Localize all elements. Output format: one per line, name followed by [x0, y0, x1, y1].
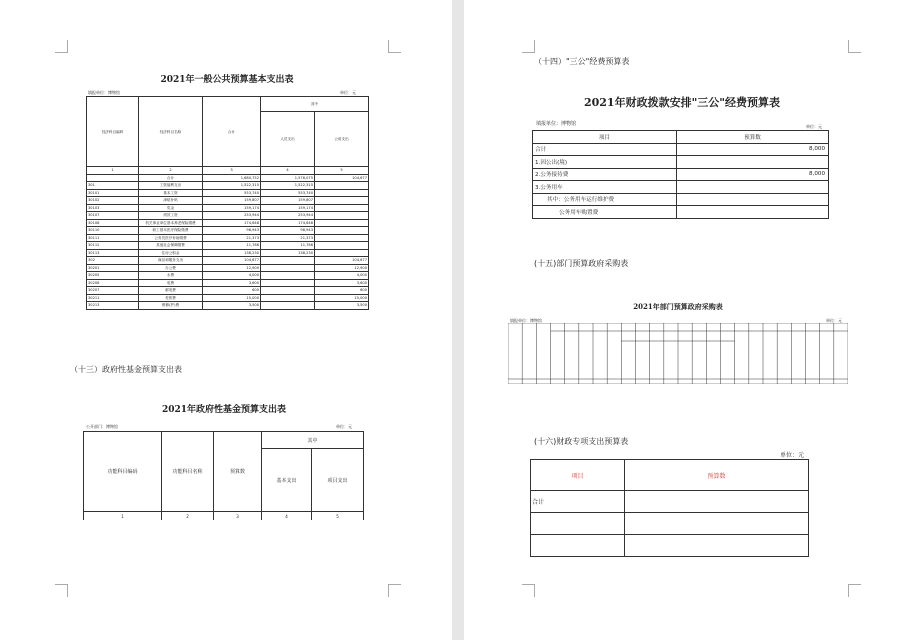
table-cell-total: 174,648: [203, 219, 261, 227]
table-row: [87, 249, 369, 257]
table-cell-p: [261, 287, 315, 295]
table-cell-code: 30110: [87, 227, 139, 235]
table-cell-value: [677, 206, 829, 219]
table-row: [87, 212, 369, 220]
table-row: [87, 197, 369, 205]
table-cell-name: 其他社会保障缴费: [139, 242, 203, 250]
table-cell-total: 600: [203, 287, 261, 295]
table-cell-total: 138,230: [203, 249, 261, 257]
table-cell-code: 30111: [87, 234, 139, 242]
table-cell-name: 职工基本医疗保险缴费: [139, 227, 203, 235]
table-cell-value: 8,000: [677, 168, 829, 181]
table-cell-value: [625, 513, 809, 535]
table-cell-p: 159,174: [261, 204, 315, 212]
index-cell: 1: [84, 512, 162, 521]
table-cell-name: 基本工资: [139, 189, 203, 197]
crop-mark: [388, 40, 401, 53]
table-cell-total: 3,600: [203, 279, 261, 287]
table-row: [87, 234, 369, 242]
crop-mark: [55, 40, 68, 53]
table-cell-name: 绩效工资: [139, 212, 203, 220]
table-cell-code: 30207: [87, 287, 139, 295]
col-header-name: 功能科目名称: [162, 432, 214, 512]
crop-mark: [388, 584, 401, 597]
table-cell-g: 15,000: [315, 294, 369, 302]
index-cell: 5: [315, 167, 369, 175]
table-cell-p: 174,648: [261, 219, 315, 227]
table1-unit-right: 单位：元: [340, 90, 356, 95]
table-cell-p: 253,944: [261, 212, 315, 220]
table2-unit-left: 公开部门：博物馆: [86, 424, 118, 429]
col-header-name: 经济科目名称: [139, 97, 203, 167]
index-cell: 2: [162, 512, 214, 521]
table-row: [87, 189, 369, 197]
document-page-right: [464, 0, 918, 640]
table-row: [87, 204, 369, 212]
table-cell-code: 30112: [87, 242, 139, 250]
index-cell: 3: [214, 512, 262, 521]
section-13-heading: （十三）政府性基金预算支出表: [70, 365, 182, 374]
table-cell-name: 公务员医疗补助缴费: [139, 234, 203, 242]
table-row: [87, 272, 369, 280]
crop-mark: [848, 40, 861, 53]
table-cell-value: [677, 193, 829, 206]
table-cell-code: 30213: [87, 302, 139, 310]
table-cell-g: [315, 249, 369, 257]
table-cell-item: 2.公务接待费: [533, 168, 677, 181]
table-cell-total: 159,174: [203, 204, 261, 212]
table-row: [531, 513, 809, 535]
table-cell-total: 3,500: [203, 302, 261, 310]
table-row: [533, 156, 829, 169]
table-row: [533, 193, 829, 206]
table-cell-code: 301: [87, 182, 139, 190]
table-cell-g: [315, 189, 369, 197]
table-cell-p: [261, 294, 315, 302]
table-cell-g: [315, 197, 369, 205]
table-cell-value: [677, 181, 829, 194]
table-cell-total: 11,786: [203, 242, 261, 250]
table-cell-name: 工资福利支出: [139, 182, 203, 190]
index-cell: 4: [261, 167, 315, 175]
document-page-left: [0, 0, 452, 640]
table-row: [87, 302, 369, 310]
col-header-personnel: 人员支出: [261, 112, 315, 167]
table-cell-code: 30206: [87, 279, 139, 287]
table-cell-g: 600: [315, 287, 369, 295]
table-cell-g: 4,000: [315, 272, 369, 280]
table-cell-g: [315, 182, 369, 190]
table-cell-g: 104,677: [315, 174, 369, 182]
table-cell-code: 302: [87, 257, 139, 265]
table-cell-item: 3.公务用车: [533, 181, 677, 194]
col-header-total: 合计: [203, 97, 261, 167]
table-cell-p: [261, 302, 315, 310]
table-cell-item: 合计: [531, 491, 625, 513]
crop-mark: [848, 584, 861, 597]
table-cell-g: [315, 234, 369, 242]
col-header-item: 项目: [531, 460, 625, 491]
table-cell-total: 159,807: [203, 197, 261, 205]
section-16-heading: (十六)财政专项支出预算表: [534, 437, 629, 446]
table-cell-total: 98,943: [203, 227, 261, 235]
table-cell-total: 15,000: [203, 294, 261, 302]
table-row: [87, 182, 369, 190]
procurement-table: [508, 323, 848, 384]
table-cell-total: 104,677: [203, 257, 261, 265]
table-row: [87, 257, 369, 265]
table-cell-name: 差旅费: [139, 294, 203, 302]
section-15-heading: (十五)部门预算政府采购表: [534, 259, 629, 268]
table-cell-p: 1,522,315: [261, 182, 315, 190]
table-row: [533, 143, 829, 156]
table-cell-name: 奖金: [139, 204, 203, 212]
table-cell-code: 30211: [87, 294, 139, 302]
table-cell-name: 津贴补贴: [139, 197, 203, 205]
special-fund-table: [530, 459, 809, 557]
table-cell-name: 水费: [139, 272, 203, 280]
table-cell-code: 30103: [87, 204, 139, 212]
table-row: [87, 264, 369, 272]
fund-budget-table: [83, 431, 364, 520]
procurement-table-grid: [508, 323, 848, 384]
table-cell-item: 其中：公务用车运行维护费: [533, 193, 677, 206]
table-cell-code: 30205: [87, 272, 139, 280]
col-header-group: 其中: [261, 97, 369, 112]
table-cell-p: 98,943: [261, 227, 315, 235]
table-cell-code: 30108: [87, 219, 139, 227]
table-cell-code: 30107: [87, 212, 139, 220]
index-cell: 4: [262, 512, 312, 521]
table-cell-p: [261, 272, 315, 280]
table-cell-total: 21,373: [203, 234, 261, 242]
table-cell-total: 253,944: [203, 212, 261, 220]
table-cell-total: 1,680,752: [203, 174, 261, 182]
table2-unit-right: 单位：元: [336, 424, 352, 429]
col-header-item: 项目: [533, 131, 677, 144]
index-cell: 2: [139, 167, 203, 175]
crop-mark: [522, 40, 535, 53]
table3-unit-right: 单位：元: [806, 124, 822, 129]
col-header-budget: 预算数: [214, 432, 262, 512]
table5-unit-right: 单位：元: [780, 452, 805, 459]
table-row: [531, 535, 809, 557]
table-row: [533, 206, 829, 219]
table2-title: 2021年政府性基金预算支出表: [161, 405, 287, 415]
table-row: [87, 287, 369, 295]
table4-unit-right: 单位：元: [826, 318, 842, 323]
general-budget-table: [86, 96, 369, 310]
table-row: [87, 294, 369, 302]
table-cell-g: 3,500: [315, 302, 369, 310]
table-cell-code: [87, 174, 139, 182]
table-row: [87, 242, 369, 250]
table-cell-p: 21,373: [261, 234, 315, 242]
table-cell-value: 8,000: [677, 143, 829, 156]
table-cell-value: [677, 156, 829, 169]
table-cell-name: 电费: [139, 279, 203, 287]
table-cell-p: [261, 264, 315, 272]
table-cell-g: [315, 227, 369, 235]
table-cell-g: 104,677: [315, 257, 369, 265]
table-cell-total: 553,740: [203, 189, 261, 197]
table-cell-p: 553,740: [261, 189, 315, 197]
table-cell-total: 12,900: [203, 264, 261, 272]
col-header-public: 公用支出: [315, 112, 369, 167]
table-row: [87, 219, 369, 227]
table-cell-p: [261, 257, 315, 265]
index-cell: 3: [203, 167, 261, 175]
table-cell-item: 公务用车购置费: [533, 206, 677, 219]
table3-title: 2021年财政拨款安排"三公"经费预算表: [583, 96, 781, 109]
table-cell-value: [625, 535, 809, 557]
table-row: [533, 168, 829, 181]
table-cell-name: 机关事业单位基本养老保险缴费: [139, 219, 203, 227]
table-cell-item: [531, 535, 625, 557]
table-cell-name: 商品和服务支出: [139, 257, 203, 265]
col-header-budget: 预算数: [625, 460, 809, 491]
index-cell: 1: [87, 167, 139, 175]
table-row: [87, 174, 369, 182]
table3-unit-left: 填报单位：博物馆: [536, 121, 577, 127]
table-cell-item: 合计: [533, 143, 677, 156]
table-row: [531, 491, 809, 513]
crop-mark: [522, 584, 535, 597]
table-cell-code: 30113: [87, 249, 139, 257]
table-cell-p: 11,786: [261, 242, 315, 250]
table-cell-p: [261, 279, 315, 287]
crop-mark: [55, 584, 68, 597]
table-cell-g: 12,900: [315, 264, 369, 272]
table-cell-name: 维修(护)费: [139, 302, 203, 310]
table-cell-name: 合计: [139, 174, 203, 182]
table-cell-value: [625, 491, 809, 513]
table-cell-p: 1,576,075: [261, 174, 315, 182]
table-cell-name: 住房公积金: [139, 249, 203, 257]
table4-title: 2021年部门预算政府采购表: [633, 302, 723, 311]
table-cell-p: 138,230: [261, 249, 315, 257]
table-cell-name: 邮电费: [139, 287, 203, 295]
table-cell-item: 1.因公出(境): [533, 156, 677, 169]
table-cell-g: 3,600: [315, 279, 369, 287]
col-header-basic: 基本支出: [262, 449, 312, 512]
index-cell: 5: [312, 512, 364, 521]
table-cell-g: [315, 204, 369, 212]
table1-title: 2021年一般公共预算基本支出表: [160, 75, 294, 85]
table-cell-code: 30102: [87, 197, 139, 205]
col-header-group: 其中: [262, 432, 364, 449]
table-row: [87, 227, 369, 235]
table-cell-code: 30101: [87, 189, 139, 197]
col-header-budget: 预算数: [677, 131, 829, 144]
table-cell-p: 159,807: [261, 197, 315, 205]
table-cell-g: [315, 219, 369, 227]
table-cell-name: 办公费: [139, 264, 203, 272]
section-14-heading: （十四）"三公"经费预算表: [534, 57, 630, 66]
three-public-table: [532, 130, 829, 219]
table-cell-total: 4,000: [203, 272, 261, 280]
col-header-project: 项目支出: [312, 449, 364, 512]
table-row: [533, 181, 829, 194]
table-cell-g: [315, 212, 369, 220]
table-cell-item: [531, 513, 625, 535]
table-cell-g: [315, 242, 369, 250]
table-cell-code: 30201: [87, 264, 139, 272]
table4-unit-left: 填报单位：博物馆: [510, 318, 542, 323]
col-header-code: 功能科目编码: [84, 432, 162, 512]
table1-unit-left: 填报单位：博物馆: [88, 90, 120, 95]
col-header-code: 经济科目编码: [87, 97, 139, 167]
table-row: [87, 279, 369, 287]
table-cell-total: 1,522,315: [203, 182, 261, 190]
